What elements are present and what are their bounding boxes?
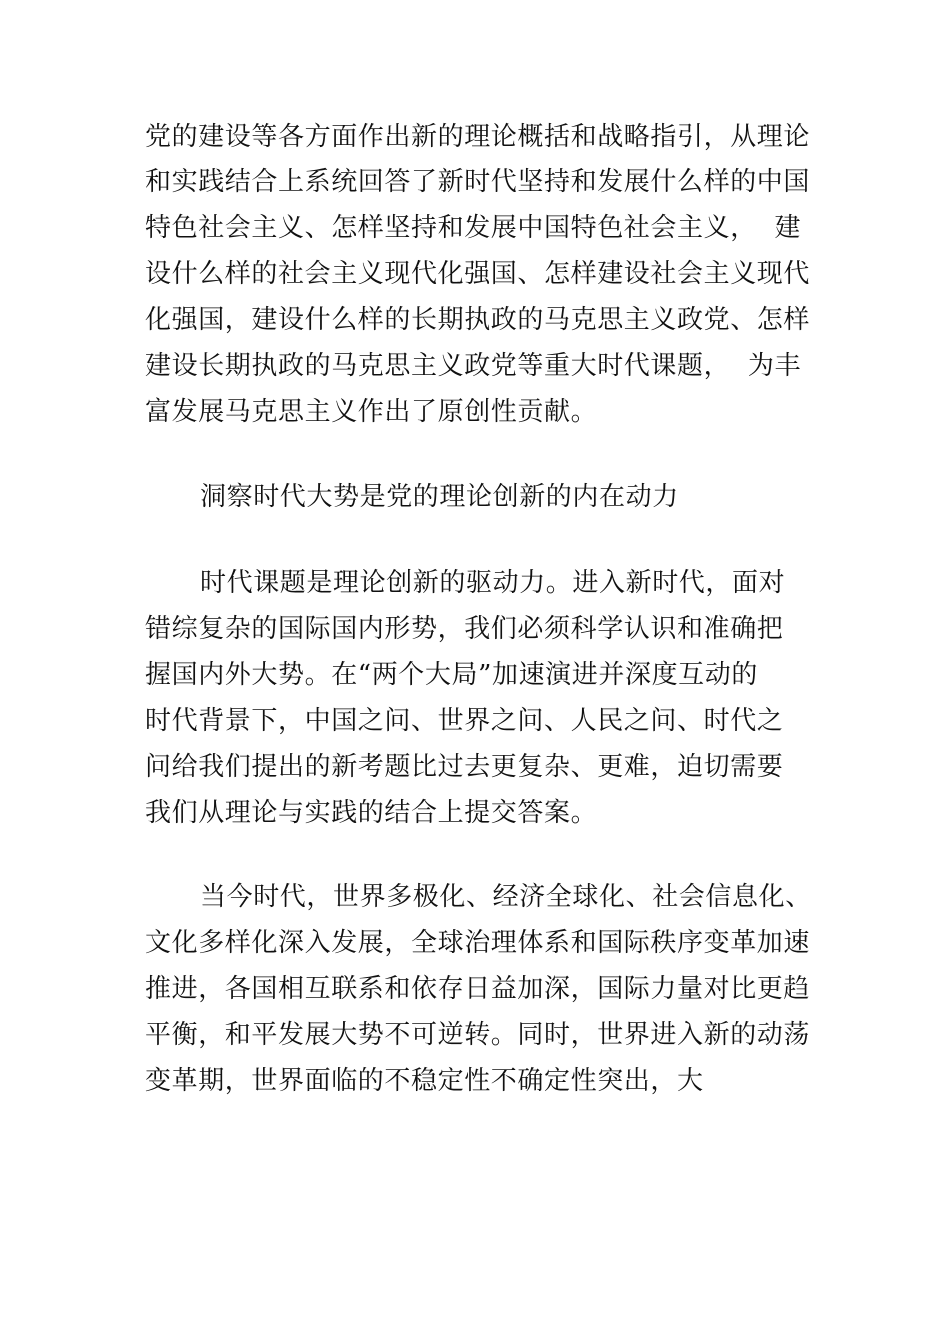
paragraph-1-line-5: 化强国，建设什么样的长期执政的马克思主义政党、怎样 xyxy=(145,305,811,335)
paragraph-4-line-4: 平衡，和平发展大势不可逆转。同时，世界进入新的动荡 xyxy=(145,1020,811,1050)
paragraph-3-line-2: 错综复杂的国际国内形势，我们必须科学认识和准确把 xyxy=(145,614,784,644)
paragraph-1-line-6: 建设长期执政的马克思主义政党等重大时代课题， 为丰 xyxy=(145,351,802,381)
paragraph-3-line-5: 问给我们提出的新考题比过去更复杂、更难，迫切需要 xyxy=(145,752,784,782)
paragraph-3-line-6: 我们从理论与实践的结合上提交答案。 xyxy=(145,798,598,828)
paragraph-4-line-2: 文化多样化深入发展，全球治理体系和国际秩序变革加速 xyxy=(145,928,811,958)
paragraph-3-line-1: 时代课题是理论创新的驱动力。进入新时代，面对 xyxy=(200,568,786,598)
section-heading: 洞察时代大势是党的理论创新的内在动力 xyxy=(200,482,679,512)
paragraph-3-line-3: 握国内外大势。在“两个大局”加速演进并深度互动的 xyxy=(145,660,758,690)
paragraph-4-line-3: 推进，各国相互联系和依存日益加深，国际力量对比更趋 xyxy=(145,974,811,1004)
paragraph-4-line-1: 当今时代，世界多极化、经济全球化、社会信息化、 xyxy=(200,882,812,912)
paragraph-1-line-4: 设什么样的社会主义现代化强国、怎样建设社会主义现代 xyxy=(145,259,811,289)
paragraph-4-line-5: 变革期，世界面临的不稳定性不确定性突出，大 xyxy=(145,1066,704,1096)
paragraph-1-line-7: 富发展马克思主义作出了原创性贡献。 xyxy=(145,397,598,427)
paragraph-1-line-1: 党的建设等各方面作出新的理论概括和战略指引，从理论 xyxy=(145,122,811,152)
paragraph-1-line-3: 特色社会主义、怎样坚持和发展中国特色社会主义， 建 xyxy=(145,213,802,243)
paragraph-1-line-2: 和实践结合上系统回答了新时代坚持和发展什么样的中国 xyxy=(145,167,811,197)
paragraph-3-line-4: 时代背景下，中国之问、世界之问、人民之问、时代之 xyxy=(145,706,784,736)
